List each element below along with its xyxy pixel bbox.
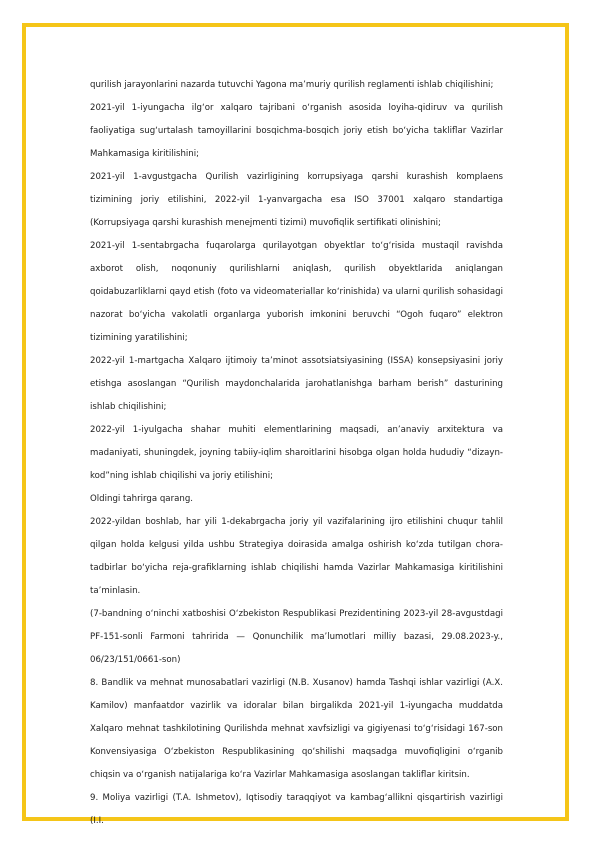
document-body [90, 74, 503, 833]
paragraph: qurilish jarayonlarini nazarda tutuvchi Yagona ma’muriy qurilish reglamenti ishlab chiqilishini; [90, 80, 494, 90]
paragraph: 9. Moliya vazirligi (T.A. Ishmetov), Iqtisodiy taraqqiyot va kambag‘allikni qisqartirish vazirligi (I.I. [90, 793, 503, 826]
paragraph: 2022-yil 1-iyulgacha shahar muhiti elementlarining maqsadi, an’anaviy arxitektura va madaniyati, shuningdek, joyning tabiiy-iqlim sharoitlarini hisobga olgan holda hududiy “dizayn-kod”ning ishlab chiqilishi va joriy etilishini; [90, 425, 503, 481]
paragraph: 2022-yil 1-martgacha Xalqaro ijtimoiy ta’minot assotsiatsiyasining (ISSA) konsepsiyasini joriy etishga asoslangan “Qurilish maydonchalarida jarohatlanishga barham berish” dasturining ishlab chiqilishini; [90, 356, 503, 412]
amendment-note: (7-bandning o‘ninchi xatboshisi O‘zbekiston Respublikasi Prezidentining 2023-yil 28-avgustdagi PF-151-sonli Farmoni tahririda — Qonunchilik ma’lumotlari milliy bazasi, 29.08.2023-y., 06/23/151/0661-son) [90, 609, 503, 665]
paragraph: 2021-yil 1-iyungacha ilg‘or xalqaro tajribani o‘rganish asosida loyiha-qidiruv va qurilish faoliyatiga sug‘urtalash tamoyillarini bosqichma-bosqich joriy etish bo‘yicha takliflar Vazirlar Mahkamasiga kiritilishini; [90, 103, 503, 159]
paragraph: 2021-yil 1-sentabrgacha fuqarolarga qurilayotgan obyektlar to‘g‘risida mustaqil ravishda axborot olish, noqonuniy qurilishlarni aniqlash, qurilish obyektlarida aniqlangan qoidabuzarliklarni qayd etish (foto va videomateriallar ko‘rinishida) va ularni qurilish sohasidagi nazorat bo‘yicha vakolatli organlarga yuborish imkonini beruvchi “Ogoh fuqaro” elektron tizimining yaratilishini; [90, 241, 503, 343]
paragraph: 2022-yildan boshlab, har yili 1-dekabrgacha joriy yil vazifalarining ijro etilishini chuqur tahlil qilgan holda kelgusi yilda ushbu Strategiya doirasida amalga oshirish ko‘zda tutilgan chora-tadbirlar bo‘yicha reja-grafiklarning ishlab chiqilishi hamda Vazirlar Mahkamasiga kiritilishini ta’minlasin. [90, 517, 503, 596]
paragraph: 8. Bandlik va mehnat munosabatlari vazirligi (N.B. Xusanov) hamda Tashqi ishlar vazirligi (A.X. Kamilov) manfaatdor vazirlik va idoralar bilan birgalikda 2021-yil 1-iyungacha muddatda Xalqaro mehnat tashkilotining Qurilishda mehnat xavfsizligi va gigiyenasi to‘g‘risidagi 167-son Konvensiyasiga O‘zbekiston Respublikasining qo‘shilishi maqsadga muvofiqligini o‘rganib chiqsin va o‘rganish natijalariga ko‘ra Vazirlar Mahkamasiga asoslangan takliflar kiritsin. [90, 678, 503, 780]
paragraph: 2021-yil 1-avgustgacha Qurilish vazirligining korrupsiyaga qarshi kurashish komplaens tizimining joriy etilishini, 2022-yil 1-yanvargacha esa ISO 37001 xalqaro standartiga (Korrupsiyaga qarshi kurashish menejmenti tizimi) muvofiqlik sertifikati olinishini; [90, 172, 503, 228]
previous-edition-link[interactable]: Oldingi tahrirga qarang. [90, 494, 194, 504]
